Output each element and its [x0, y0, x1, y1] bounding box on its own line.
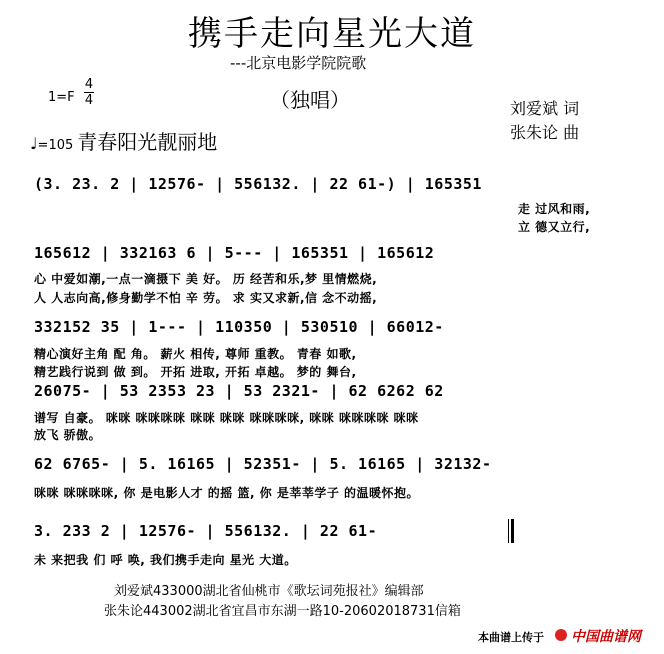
notation-row-5: 62 6765- | 5. 16165 | 52351- | 5. 16165 | 32132- [34, 455, 492, 473]
footer-address-2: 张朱论443002湖北省宜昌市东湖一路10-20602018731信箱 [104, 604, 461, 619]
lyric-row-1-verse-1: 走 过风和雨, [518, 202, 591, 216]
time-signature [84, 78, 94, 107]
notation-row-3: 332152 35 | 1--- | 110350 | 530510 | 66012- [34, 318, 444, 336]
performance-type: （独唱） [270, 88, 350, 112]
time-signature-bottom: 4 [84, 93, 94, 108]
notation-row-4: 26075- | 53 2353 23 | 53 2321- | 62 6262 62 [34, 382, 444, 400]
site-logo-icon [555, 629, 567, 641]
quarter-note-icon: ♩ [30, 134, 38, 153]
lyric-row-2-verse-2: 人 人志向高,修身勤学不怕 辛 劳。 求 实又求新,信 念不动摇, [34, 291, 378, 305]
tempo-marking [30, 126, 217, 155]
notation-row-6: 3. 233 2 | 12576- | 556132. | 22 61- [34, 522, 378, 540]
lyric-row-1-verse-2: 立 德又立行, [518, 220, 591, 234]
lyric-row-4-verse-1: 谱写 自豪。 咪咪 咪咪咪咪 咪咪 咪咪 咪咪咪咪, 咪咪 咪咪咪咪 咪咪 [34, 411, 419, 425]
song-title: 携手走向星光大道 [188, 14, 476, 54]
lyric-row-5: 咪咪 咪咪咪咪, 你 是电影人才 的摇 篮, 你 是莘莘学子 的温暖怀抱。 [34, 486, 420, 500]
lyric-row-4-verse-2: 放飞 骄傲。 [34, 428, 102, 442]
tempo-expression: 青春阳光靓丽地 [77, 130, 218, 154]
site-logo[interactable]: 中国曲谱网 [571, 629, 641, 645]
key-signature: 1=F [48, 90, 75, 105]
credits [510, 97, 579, 145]
tempo-value: =105 [37, 138, 74, 153]
final-barline-thin [508, 519, 509, 543]
time-signature-top: 4 [84, 77, 94, 92]
footer-address-1: 刘爱斌433000湖北省仙桃市《歌坛词苑报社》编辑部 [114, 584, 424, 599]
lyric-row-2-verse-1: 心 中爱如潮,一点一滴摄下 美 好。 历 经苦和乐,梦 里情燃烧, [34, 272, 378, 286]
final-barline-thick [511, 519, 514, 543]
lyric-row-6: 未 来把我 们 呼 唤, 我们携手走向 星光 大道。 [34, 553, 297, 567]
song-subtitle: ---北京电影学院院歌 [230, 54, 367, 72]
notation-row-1: (3. 23. 2 | 12576- | 556132. | 22 61-) | 165351 [34, 175, 482, 193]
notation-row-2: 165612 | 332163 6 | 5--- | 165351 | 165612 [34, 244, 435, 262]
lyricist-credit: 刘爱斌 词 [510, 99, 580, 118]
upload-note: 本曲谱上传于 [478, 631, 544, 644]
composer-credit: 张朱论 曲 [510, 123, 580, 142]
lyric-row-3-verse-1: 精心演好主角 配 角。 薪火 相传, 尊师 重教。 青春 如歌, [34, 347, 357, 361]
lyric-row-3-verse-2: 精艺践行说到 做 到。 开拓 进取, 开拓 卓越。 梦的 舞台, [34, 365, 357, 379]
